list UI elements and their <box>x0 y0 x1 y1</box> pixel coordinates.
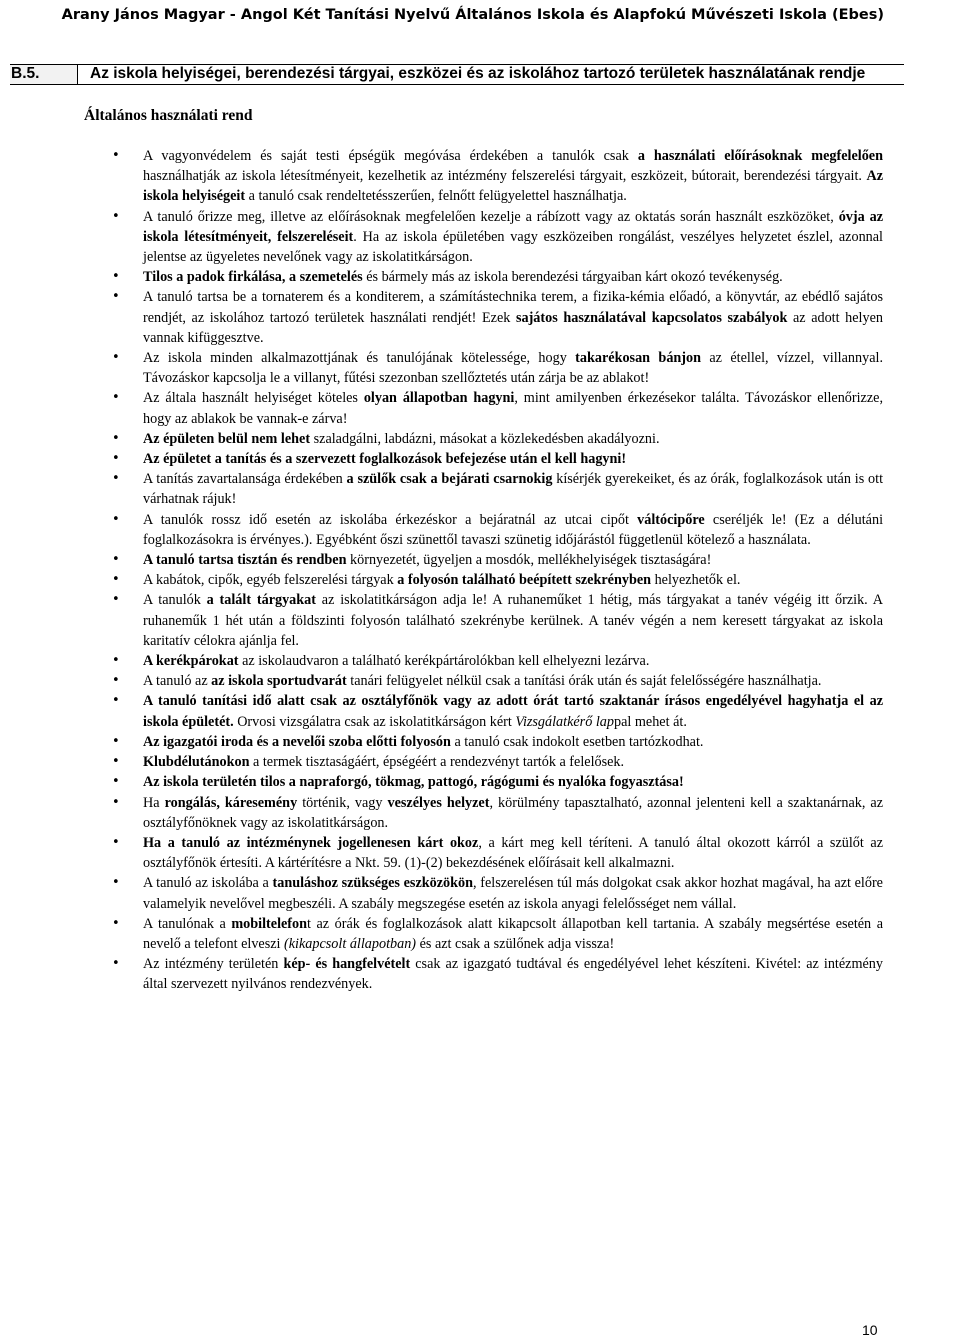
bold-text: óvja az iskola létesítményeit, felszereléseit <box>143 208 883 245</box>
rule-text: a termek tisztaságáért, épségéért a rendezvényt tartók a felelősek. <box>249 754 625 771</box>
rule-item <box>143 267 883 287</box>
rule-text: Ha <box>143 794 165 811</box>
bold-text: Az épületet a tanítás és a szervezett foglalkozások befejezése után el kell hagyni! <box>143 451 627 468</box>
rule-text: . Ha az iskola épületében vagy eszközeiben rongálást, veszélyes helyzetet észlel, azonnal jelentse az ügyeletes nevelőnek vagy az iskolatitkárságon. <box>143 228 883 266</box>
rule-item <box>143 914 883 954</box>
rule-item <box>143 207 883 268</box>
rule-text: az iskolaudvaron a található kerékpártárolókban kell elhelyezni lezárva. <box>238 653 650 670</box>
bold-text: A kerékpárokat <box>143 653 239 670</box>
section-number: B.5. <box>10 65 78 84</box>
rule-text: , a kárt meg kell téríteni. A tanuló által okozott kárról a szülőt az osztályfőnök értesíti. A kártérítésre a Nkt. 59. (1)-(2) bekezdésének előírásait kell alkalmazni. <box>143 834 883 872</box>
rule-item <box>143 348 883 388</box>
rule-text: A kabátok, cipők, egyéb felszerelési tárgyak <box>143 572 398 589</box>
rule-text: A tanuló az <box>143 673 212 690</box>
rule-text: A tanulók rossz idő esetén az iskolába érkezéskor a bejáratnál az utcai cipőt <box>143 511 638 528</box>
rule-text: Orvosi vizsgálatra csak az iskolatitkárságon kért <box>233 713 516 730</box>
bold-text: Az igazgatói iroda és a nevelői szoba előtti folyosón <box>143 733 451 750</box>
rules-list <box>143 146 883 995</box>
bold-text: sajátos használatával kapcsolatos szabályok <box>515 309 788 326</box>
page-number: 10 <box>862 1322 878 1338</box>
bold-text: takarékosan bánjon <box>575 350 702 367</box>
bold-text: kép- és hangfelvételt <box>283 956 411 973</box>
rule-text: Az iskola minden alkalmazottjának és tanulójának kötelessége, hogy <box>143 350 576 367</box>
italic-text: Vizsgálatkérő lap <box>515 713 614 730</box>
bold-text: mobiltelefon <box>231 915 308 932</box>
rule-text: történik, vagy <box>297 794 388 811</box>
bold-text: Tilos a padok firkálása, a szemetelés <box>143 269 363 286</box>
rule-text: A tanuló tartsa be a tornaterem és a konditerem, a számítástechnika terem, a fizika-kémia előadó, a könyvtár, az ebédlő sajátos rendjét, az iskolához tartozó területek használati rendjét! Ezek <box>143 289 883 326</box>
rule-item <box>143 793 883 833</box>
bold-text: a talált tárgyakat <box>206 592 316 609</box>
rule-item <box>143 772 883 792</box>
rule-text: t az órák és foglalkozások alatt kikapcsolt állapotban kell tartania. A szabály megsértése esetén a nevelő a telefont elveszi <box>143 915 883 952</box>
bold-text: rongálás, káresemény <box>164 794 298 811</box>
subheading: Általános használati rend <box>84 107 253 124</box>
bold-text: veszélyes helyzet <box>387 794 490 811</box>
rule-item <box>143 691 883 731</box>
bold-text: tanuláshoz szükséges eszközökön <box>272 875 473 892</box>
rule-text: A tanulónak a <box>143 915 232 932</box>
rule-item <box>143 590 883 651</box>
rule-text: A tanuló az iskolába a <box>143 875 273 892</box>
rule-text: környezetét, ügyeljen a mosdók, mellékhelyiségek tisztaságára! <box>346 552 712 569</box>
bold-text: a szülők csak a bejárati csarnokig <box>346 471 553 488</box>
rule-text: a tanuló csak rendeltetésszerűen, felnőtt felügyelettel használhatja. <box>245 188 627 205</box>
bold-text: váltócipőre <box>637 511 705 528</box>
bold-text: Az iskola helyiségeit <box>143 168 883 205</box>
page-header: Arany János Magyar - Angol Két Tanítási Nyelvű Általános Iskola és Alapfokú Művészeti Iskola (Ebes) <box>61 7 884 23</box>
rule-item <box>143 429 883 449</box>
italic-text: (kikapcsolt állapotban) <box>284 935 417 952</box>
rule-text: helyezhetők el. <box>651 572 741 589</box>
bold-text: Ha a tanuló az intézménynek jogellenesen kárt okoz <box>143 834 479 851</box>
rule-text: A tanítás zavartalansága érdekében <box>143 471 347 488</box>
rule-item <box>143 752 883 772</box>
rule-text: használhatják az iskola létesítményeit, kezelhetik az intézmény felszerelési tárgyait, eszközeit, bútorait, berendezési tárgyait. <box>143 168 867 185</box>
rule-text: , körülmény tapasztalható, azonnal jelenteni kell a szaktanárnak, az osztályfőnöknek vagy az iskolatitkárságon. <box>143 794 884 831</box>
rule-item <box>143 833 883 873</box>
rule-text: és azt csak a szülőnek adja vissza! <box>416 935 615 952</box>
rule-item <box>143 873 883 913</box>
bold-text: Klubdélutánokon <box>143 754 250 771</box>
rule-item <box>143 570 883 590</box>
rule-text: csak az igazgató tudtával és engedélyével lehet készíteni. Kivétel: az intézmény által szervezett nyilvános rendezvények. <box>143 956 883 993</box>
rule-text: és bármely más az iskola berendezési tárgyaiban kárt okozó tevékenység. <box>362 269 783 286</box>
rule-text: az iskolatitkárságon adja le! A ruhaneműket 1 hétig, más tárgyakat a tanév végéig itt őrzik. A ruhaneműk 1 hét után a földszinti folyosón található szekrénybe kerülnek. A tanév végén a nem keresett tárgyakat az iskola karitatív célokra ajánlja fel. <box>143 592 883 649</box>
rule-item <box>143 287 883 348</box>
rule-item <box>143 671 883 691</box>
rule-text: Az általa használt helyiséget köteles <box>143 390 364 407</box>
rule-text: A tanulók <box>143 592 207 609</box>
bold-text: Az iskola területén tilos a napraforgó, tökmag, pattogó, rágógumi és nyalóka fogyasztása! <box>143 774 684 791</box>
rule-text: a tanuló csak indokolt esetben tartózkodhat. <box>450 733 704 750</box>
rule-text: , felszerelésen túl más dolgokat csak akkor hozhat magával, ha azt előre valamelyik nevelővel megbeszéli. A szabály megszegése esetén az iskola anyagi felelősséget nem vállal. <box>143 875 883 912</box>
rule-item <box>143 954 883 994</box>
section-title: Az iskola helyiségei, berendezési tárgyai, eszközei és az iskolához tartozó területek használatának rendje <box>90 65 866 82</box>
rule-text: A tanuló őrizze meg, illetve az előírásoknak megfelelően kezelje a rábízott vagy az oktatás során használt eszközöket, <box>143 208 839 225</box>
rule-item <box>143 550 883 570</box>
bold-text: a használati előírásoknak megfelelően <box>637 148 883 164</box>
rule-text: cseréljék le! (Ez a délutáni foglalkozásokra is érvényes.). Egyébként őszi szünettől tavaszi szünetig időjárástól függetlenül kötelező a használata. <box>143 511 884 548</box>
rule-item <box>143 651 883 671</box>
rule-text: szaladgálni, labdázni, másokat a közlekedésben akadályozni. <box>310 430 660 447</box>
bold-text: a folyosón található beépített szekrényben <box>397 572 652 589</box>
bold-text: az iskola sportudvarát <box>211 673 347 690</box>
section-heading <box>10 64 904 85</box>
bold-text: A tanuló tanítási idő alatt csak az osztályfőnök vagy az adott órát tartó szaktanár írásos engedélyével hagyhatja el az iskola épületét. <box>143 693 883 730</box>
rule-text: A vagyonvédelem és saját testi épségük megóvása érdekében a tanulók csak <box>143 148 638 164</box>
rule-item <box>143 469 883 509</box>
rule-text: tanári felügyelet nélkül csak a tanítási órák után és saját felelősségére használhatja. <box>346 673 822 690</box>
rule-item <box>143 146 883 207</box>
rule-text: , mint amilyenben érkezésekor találta. Távozáskor ellenőrizze, hogy az ablakok be vannak-e zárva! <box>143 390 883 427</box>
bold-text: Az épületen belül nem lehet <box>143 430 311 447</box>
bold-text: olyan állapotban hagyni <box>363 390 515 407</box>
rule-text: kísérjék gyerekeiket, és az órák, foglalkozások után is ott várhatnak rájuk! <box>143 471 884 508</box>
rule-text: pal mehet át. <box>613 713 687 730</box>
rule-text: Az intézmény területén <box>143 956 284 973</box>
rule-text: az adott helyen vannak kifüggesztve. <box>143 309 883 346</box>
rule-item <box>143 510 883 550</box>
rule-text: az étellel, vízzel, villannyal. Távozáskor kapcsolja le a villanyt, fűtési szezonban szellőztetés után zárja be az ablakot! <box>143 350 883 387</box>
bold-text: A tanuló tartsa tisztán és rendben <box>143 552 347 569</box>
rule-item <box>143 449 883 469</box>
rule-item <box>143 732 883 752</box>
rule-item <box>143 388 883 428</box>
